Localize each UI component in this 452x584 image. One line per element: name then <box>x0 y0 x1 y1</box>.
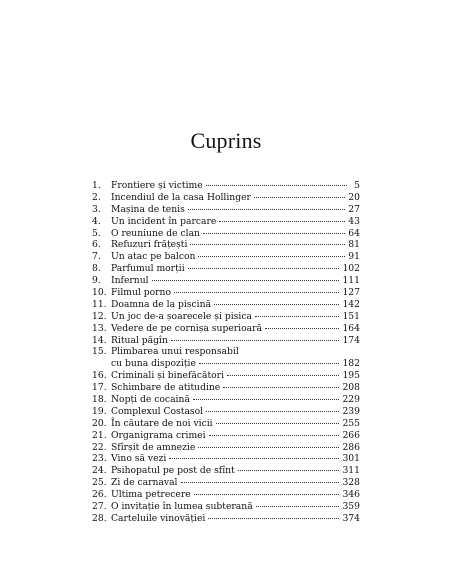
toc-entry <box>92 501 360 513</box>
toc-entry-number: 3. <box>92 203 101 215</box>
toc-entry-number: 19. <box>92 405 107 417</box>
toc-entry-page: 164 <box>342 322 360 334</box>
toc-entry <box>92 275 360 287</box>
dot-leader <box>188 209 346 210</box>
dot-leader <box>169 458 339 459</box>
dot-leader <box>265 328 339 329</box>
toc-entry <box>92 477 360 489</box>
toc-entry-continuation <box>92 358 360 370</box>
dot-leader <box>181 482 340 483</box>
toc-entry-title: Carteluile vinovăției <box>111 512 206 524</box>
toc-entry-page: 20 <box>348 191 360 203</box>
toc-entry-number: 2. <box>92 191 101 203</box>
toc-entry <box>92 239 360 251</box>
dot-leader <box>194 494 340 495</box>
toc-entry-page: 142 <box>342 298 360 310</box>
toc-entry-number: 4. <box>92 215 101 227</box>
toc-entry-number: 18. <box>92 394 107 406</box>
toc-entry-title: Sfîrșit de amnezie <box>111 441 196 453</box>
toc-entry-page: 255 <box>342 417 360 429</box>
toc-entry <box>92 299 360 311</box>
toc-entry-number: 13. <box>92 322 107 334</box>
toc-entry-title: Criminali și binefăcători <box>111 370 225 382</box>
toc-entry-title: cu buna dispoziție <box>111 358 196 370</box>
toc-entry <box>92 192 360 204</box>
toc-entry-page: 266 <box>342 429 360 441</box>
toc-entry-number: 9. <box>92 275 101 287</box>
toc-entry-number: 10. <box>92 287 107 299</box>
dot-leader <box>152 280 340 281</box>
toc-entry-number: 27. <box>92 501 107 513</box>
toc-entry-page: 127 <box>342 287 360 299</box>
toc-entry-number: 17. <box>92 382 107 394</box>
toc-entry-title: O invitație în lumea subterană <box>111 501 253 513</box>
toc-entry-title: Nopți de cocaină <box>111 394 190 406</box>
toc-entry-page: 208 <box>342 382 360 394</box>
toc-entry-title: Complexul Costasol <box>111 405 204 417</box>
toc-entry <box>92 370 360 382</box>
toc-entry <box>92 323 360 335</box>
toc-entry <box>92 489 360 501</box>
dot-leader <box>190 244 345 245</box>
toc-entry-number: 14. <box>92 334 107 346</box>
toc-entry-page: 359 <box>342 501 360 513</box>
toc-entry-title: În căutare de noi vicii <box>111 417 213 429</box>
toc-entry <box>92 228 360 240</box>
dot-leader <box>198 256 345 257</box>
toc-entry-number: 11. <box>92 298 107 310</box>
toc-entry-number: 21. <box>92 429 107 441</box>
toc-entry <box>92 287 360 299</box>
toc-entry <box>92 465 360 477</box>
dot-leader <box>238 470 340 471</box>
toc-entry-title: Zi de carnaval <box>111 477 178 489</box>
toc-entry-title: Doamna de la piscină <box>111 298 211 310</box>
dot-leader <box>188 268 340 269</box>
toc-entry-title: O reuniune de clan <box>111 227 200 239</box>
toc-entry-page: 102 <box>342 263 360 275</box>
toc-entry-number: 12. <box>92 310 107 322</box>
dot-leader <box>171 340 340 341</box>
toc-entry-number: 15. <box>92 346 107 358</box>
toc-entry-title: Psihopatul pe post de sfînt <box>111 465 235 477</box>
page-title: Cuprins <box>190 128 262 153</box>
dot-leader <box>203 233 345 234</box>
toc-entry <box>92 311 360 323</box>
toc-entry-title: Vino să vezi <box>111 453 167 465</box>
toc-entry-page: 174 <box>342 334 360 346</box>
toc-entry-page: 182 <box>342 358 360 370</box>
toc-entry-title: Un atac pe balcon <box>111 251 196 263</box>
toc-entry-title: Schimbare de atitudine <box>111 382 221 394</box>
toc-entry <box>92 418 360 430</box>
toc-entry-page: 111 <box>342 275 360 287</box>
toc-entry-title: Un incident în parcare <box>111 215 217 227</box>
dot-leader <box>199 363 340 364</box>
toc-entry <box>92 394 360 406</box>
toc-entry-page: 301 <box>342 453 360 465</box>
toc-entry-page: 328 <box>342 477 360 489</box>
dot-leader <box>206 185 347 186</box>
toc-entry <box>92 216 360 228</box>
dot-leader <box>219 221 345 222</box>
toc-entry-number: 6. <box>92 239 101 251</box>
toc-entry <box>92 453 360 465</box>
toc-entry-title: Mașina de tenis <box>111 203 185 215</box>
dot-leader <box>254 197 345 198</box>
dot-leader <box>255 316 340 317</box>
toc-entry <box>92 263 360 275</box>
toc-entry-title: Incendiul de la casa Hollinger <box>111 191 251 203</box>
toc-entry-title: Un joc de-a șoarecele și pisica <box>111 310 252 322</box>
toc-entry-number: 28. <box>92 512 107 524</box>
dot-leader <box>256 506 340 507</box>
toc-entry <box>92 346 360 358</box>
toc-entry-number: 20. <box>92 417 107 429</box>
toc-entry-page: 239 <box>342 405 360 417</box>
toc-entry-page: 286 <box>342 441 360 453</box>
toc-entry-page: 311 <box>342 465 360 477</box>
toc-entry-page: 195 <box>342 370 360 382</box>
toc-entry-number: 5. <box>92 227 101 239</box>
toc-entry-title: Filmul porno <box>111 287 171 299</box>
toc-entry-title: Vedere de pe cornișa superioară <box>111 322 262 334</box>
toc-entry-page: 43 <box>348 215 360 227</box>
dot-leader <box>198 447 339 448</box>
toc-entry <box>92 180 360 192</box>
toc-entry-title: Parfumul morții <box>111 263 185 275</box>
toc-entry-page: 27 <box>348 203 360 215</box>
dot-leader <box>223 387 339 388</box>
toc-entry-title: Frontiere și victime <box>111 180 203 191</box>
dot-leader <box>208 518 339 519</box>
toc-entry-page: 81 <box>348 239 360 251</box>
toc-entry <box>92 335 360 347</box>
toc-entry-number: 1. <box>92 180 101 191</box>
toc-entry-number: 7. <box>92 251 101 263</box>
toc-entry <box>92 204 360 216</box>
toc-entry-page: 5 <box>354 180 360 191</box>
toc-entry-number: 8. <box>92 263 101 275</box>
toc-entry-page: 229 <box>342 394 360 406</box>
toc-entry <box>92 513 360 525</box>
toc-entry-title: Ritual păgîn <box>111 334 168 346</box>
toc-entry <box>92 430 360 442</box>
dot-leader <box>206 411 339 412</box>
toc-entry <box>92 406 360 418</box>
toc-entry-number: 23. <box>92 453 107 465</box>
toc-entry-title: Infernul <box>111 275 149 287</box>
table-of-contents <box>92 180 360 525</box>
dot-leader <box>214 304 339 305</box>
toc-entry-title: Organigrama crimei <box>111 429 206 441</box>
toc-entry-number: 25. <box>92 477 107 489</box>
toc-entry-number: 26. <box>92 489 107 501</box>
dot-leader <box>227 375 339 376</box>
toc-entry-number: 22. <box>92 441 107 453</box>
toc-entry <box>92 442 360 454</box>
toc-entry-title: Plimbarea unui responsabil <box>111 346 239 358</box>
dot-leader <box>209 435 340 436</box>
toc-entry-number: 24. <box>92 465 107 477</box>
toc-entry-page: 346 <box>342 489 360 501</box>
dot-leader <box>193 399 340 400</box>
toc-entry <box>92 382 360 394</box>
dot-leader <box>216 423 340 424</box>
toc-entry-title: Refuzuri frățești <box>111 239 188 251</box>
toc-entry-page: 64 <box>348 227 360 239</box>
toc-entry-page: 374 <box>342 512 360 524</box>
toc-entry-number: 16. <box>92 370 107 382</box>
toc-entry-title: Ultima petrecere <box>111 489 191 501</box>
dot-leader <box>174 292 339 293</box>
toc-entry-page: 151 <box>342 310 360 322</box>
toc-entry <box>92 251 360 263</box>
toc-entry-page: 91 <box>348 251 360 263</box>
